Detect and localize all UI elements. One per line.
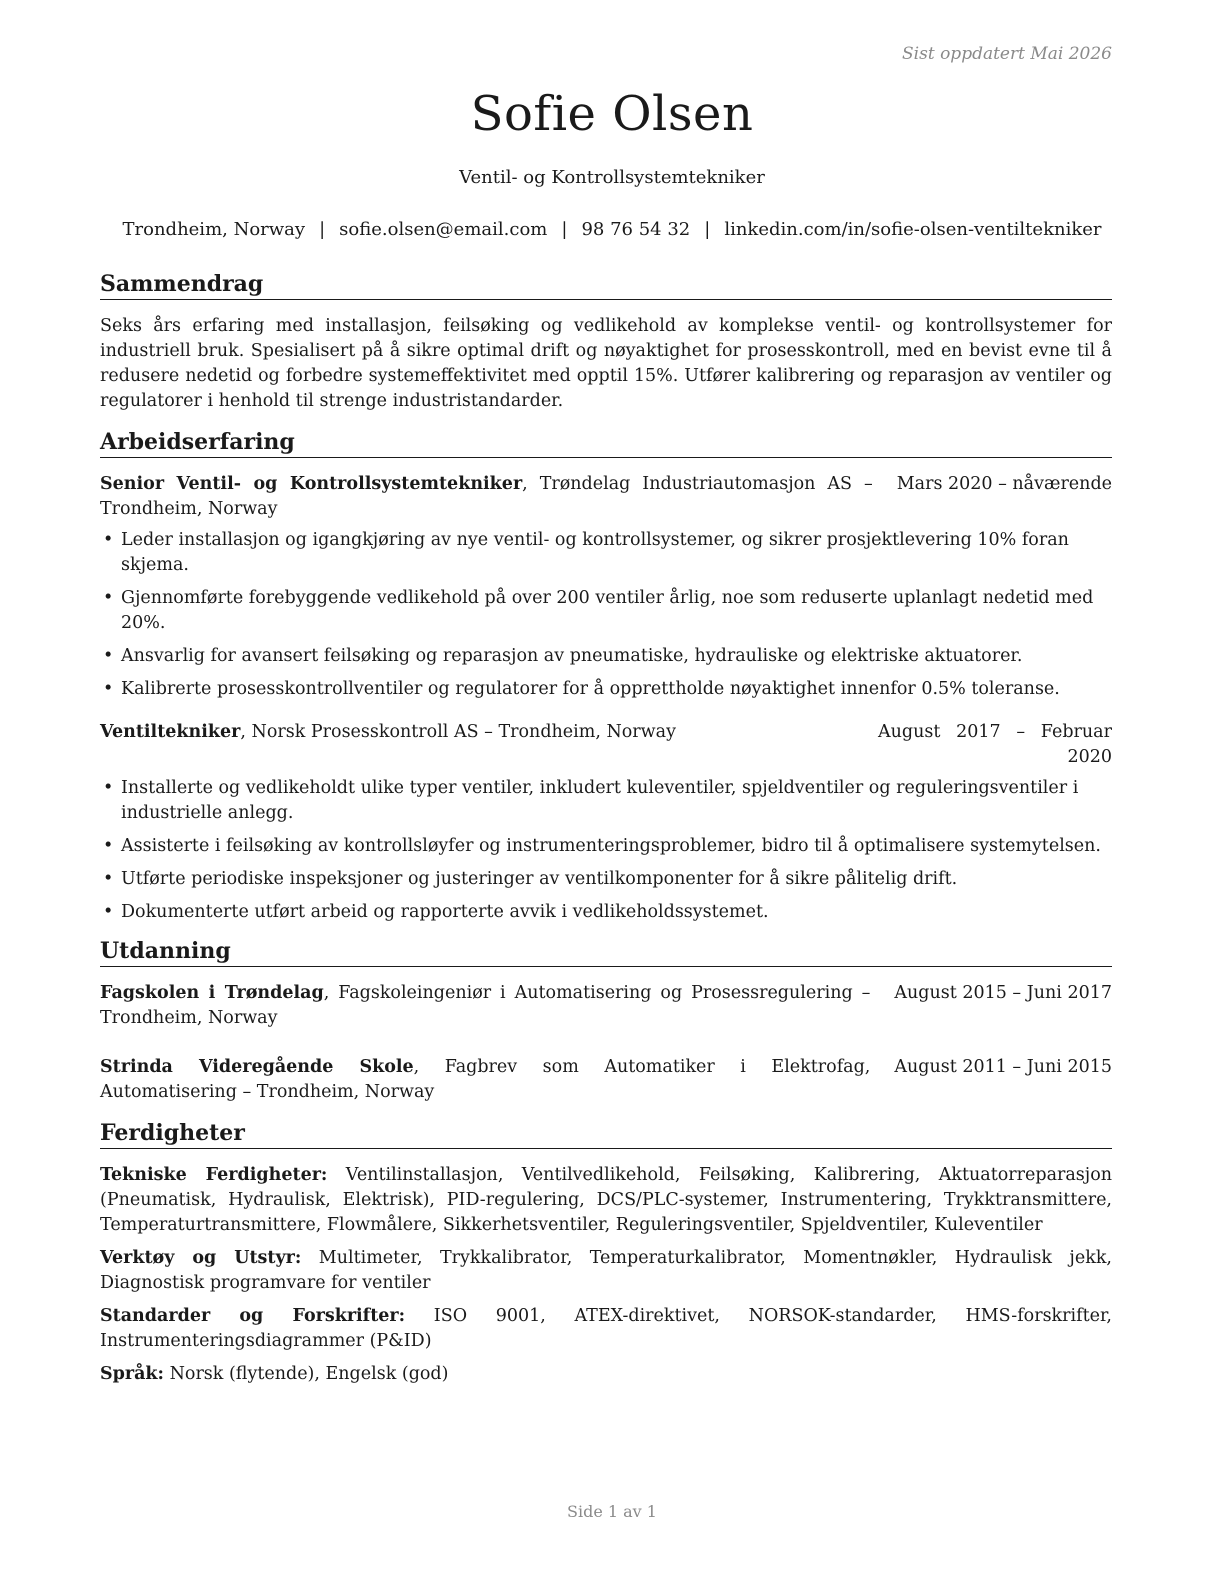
contact-location: Trondheim, Norway — [122, 219, 306, 240]
contact-separator: | — [319, 219, 326, 240]
bullet-text: Gjennomførte forebyggende vedlikehold på over 200 ventiler årlig, noe som reduserte uplanlagt nedetid med 20%. — [121, 588, 1094, 633]
bullet-icon: • — [103, 836, 114, 856]
skill-label: Standarder og Forskrifter: — [100, 1306, 406, 1326]
section-heading-education: Utdanning — [100, 937, 1112, 967]
bullet-icon: • — [103, 588, 114, 608]
job-role: Senior Ventil- og Kontrollsystemtekniker — [100, 474, 523, 494]
skill-group — [100, 1163, 1112, 1238]
bullet-text: Ansvarlig for avansert feilsøking og reparasjon av pneumatiske, hydrauliske og elektriske aktuatorer. — [121, 646, 1023, 666]
job-header — [100, 720, 1112, 770]
education-entry — [100, 1055, 1112, 1105]
education-school: Strinda Videregående Skole — [100, 1057, 414, 1077]
bullet-icon: • — [103, 530, 114, 550]
bullet-icon: • — [103, 646, 114, 666]
candidate-name: Sofie Olsen — [470, 86, 754, 142]
skill-text: Norsk (flytende), Engelsk (god) — [164, 1364, 449, 1384]
education-heading — [100, 981, 894, 1031]
job-heading — [100, 720, 878, 770]
education-entry — [100, 981, 1112, 1031]
bullet-icon: • — [103, 778, 114, 798]
bullet-text: Installerte og vedlikeholdt ulike typer ventiler, inkludert kuleventiler, spjeldventiler og reguleringsventiler i industrielle anlegg. — [121, 778, 1079, 823]
bullet-icon: • — [103, 679, 114, 699]
job-entry — [100, 720, 1112, 925]
bullet-icon: • — [103, 902, 114, 922]
contact-email[interactable]: sofie.olsen@email.com — [339, 219, 548, 240]
section-heading-summary: Sammendrag — [100, 270, 1112, 300]
education-heading — [100, 1055, 894, 1105]
job-role: Ventiltekniker — [100, 722, 241, 742]
list-item — [100, 528, 1112, 578]
summary-text: Seks års erfaring med installasjon, feilsøking og vedlikehold av komplekse ventil- og kontrollsystemer for industriell bruk. Spesialisert på å sikre optimal drift og nøyaktighet for prosesskontroll, med en bevist evne til å redusere nedetid og forbedre systemeffektivitet med opptil 15%. Utfører kalibrering og reparasjon av ventiler og regulatorer i henhold til strenge industristandarder. — [100, 316, 1112, 411]
bullet-text: Kalibrerte prosesskontrollventiler og regulatorer for å opprettholde nøyaktighet innenfor 0.5% toleranse. — [121, 679, 1060, 699]
skill-label: Språk: — [100, 1364, 165, 1384]
skill-label: Tekniske Ferdigheter: — [100, 1165, 328, 1185]
job-title: Ventil- og Kontrollsystemtekniker — [459, 167, 765, 188]
skill-text: ISO 9001, ATEX-direktivet, NORSOK-standarder, HMS-forskrifter, Instrumenteringsdiagrammer (P&ID) — [100, 1306, 1112, 1351]
skill-text: Multimeter, Trykkalibrator, Temperaturkalibrator, Momentnøkler, Hydraulisk jekk, Diagnostisk programvare for ventiler — [100, 1248, 1112, 1293]
list-item — [100, 586, 1112, 636]
contact-linkedin[interactable]: linkedin.com/in/sofie-olsen-ventiltekniker — [724, 219, 1102, 240]
job-bullets — [100, 776, 1112, 925]
page-number: Side 1 av 1 — [567, 1502, 657, 1521]
skill-text: Ventilinstallasjon, Ventilvedlikehold, Feilsøking, Kalibrering, Aktuatorreparasjon (Pneumatisk, Hydraulisk, Elektrisk), PID-regulering, DCS/PLC-systemer, Instrumentering, Trykktransmittere, Temperaturtransmittere, Flowmålere, Sikkerhetsventiler, Reguleringsventiler, Spjeldventiler, Kuleventiler — [100, 1165, 1113, 1235]
education-school: Fagskolen i Trøndelag — [100, 983, 324, 1003]
section-heading-experience: Arbeidserfaring — [100, 428, 1112, 458]
job-company: , Trøndelag Industriautomasjon AS – Trondheim, Norway — [100, 474, 873, 519]
job-dates: August 2017 – Februar 2020 — [878, 722, 1112, 767]
job-dates: Mars 2020 – nåværende — [896, 474, 1112, 494]
list-item — [100, 834, 1112, 859]
list-item — [100, 776, 1112, 826]
contact-phone: 98 76 54 32 — [581, 219, 691, 240]
bullet-icon: • — [103, 869, 114, 889]
section-heading-skills: Ferdigheter — [100, 1119, 1112, 1149]
list-item — [100, 644, 1112, 669]
skill-group — [100, 1246, 1112, 1296]
bullet-text: Utførte periodiske inspeksjoner og justeringer av ventilkomponenter for å sikre pålitelig drift. — [121, 869, 958, 889]
list-item — [100, 677, 1112, 702]
job-header — [100, 472, 1112, 522]
last-updated: Sist oppdatert Mai 2026 — [902, 44, 1112, 64]
skill-label: Verktøy og Utstyr: — [100, 1248, 302, 1268]
education-details: , Fagskoleingeniør i Automatisering og Prosessregulering – Trondheim, Norway — [100, 983, 871, 1028]
education-dates: August 2015 – Juni 2017 — [894, 983, 1112, 1003]
bullet-text: Assisterte i feilsøking av kontrollsløyfer og instrumenteringsproblemer, bidro til å optimalisere systemytelsen. — [121, 836, 1101, 856]
education-details: , Fagbrev som Automatiker i Elektrofag, Automatisering – Trondheim, Norway — [100, 1057, 871, 1102]
skill-group — [100, 1304, 1112, 1354]
resume-body — [100, 270, 1112, 1395]
contact-separator: | — [561, 219, 568, 240]
contact-line — [0, 219, 1224, 240]
job-heading — [100, 472, 897, 522]
bullet-text: Leder installasjon og igangkjøring av nye ventil- og kontrollsystemer, og sikrer prosjektlevering 10% foran skjema. — [121, 530, 1069, 575]
job-entry — [100, 472, 1112, 702]
education-dates: August 2011 – Juni 2015 — [894, 1057, 1112, 1077]
skill-group — [100, 1362, 1112, 1387]
list-item — [100, 900, 1112, 925]
job-bullets — [100, 528, 1112, 702]
job-company: , Norsk Prosesskontroll AS – Trondheim, Norway — [240, 722, 676, 742]
list-item — [100, 867, 1112, 892]
contact-separator: | — [704, 219, 711, 240]
bullet-text: Dokumenterte utført arbeid og rapporterte avvik i vedlikeholdssystemet. — [121, 902, 769, 922]
